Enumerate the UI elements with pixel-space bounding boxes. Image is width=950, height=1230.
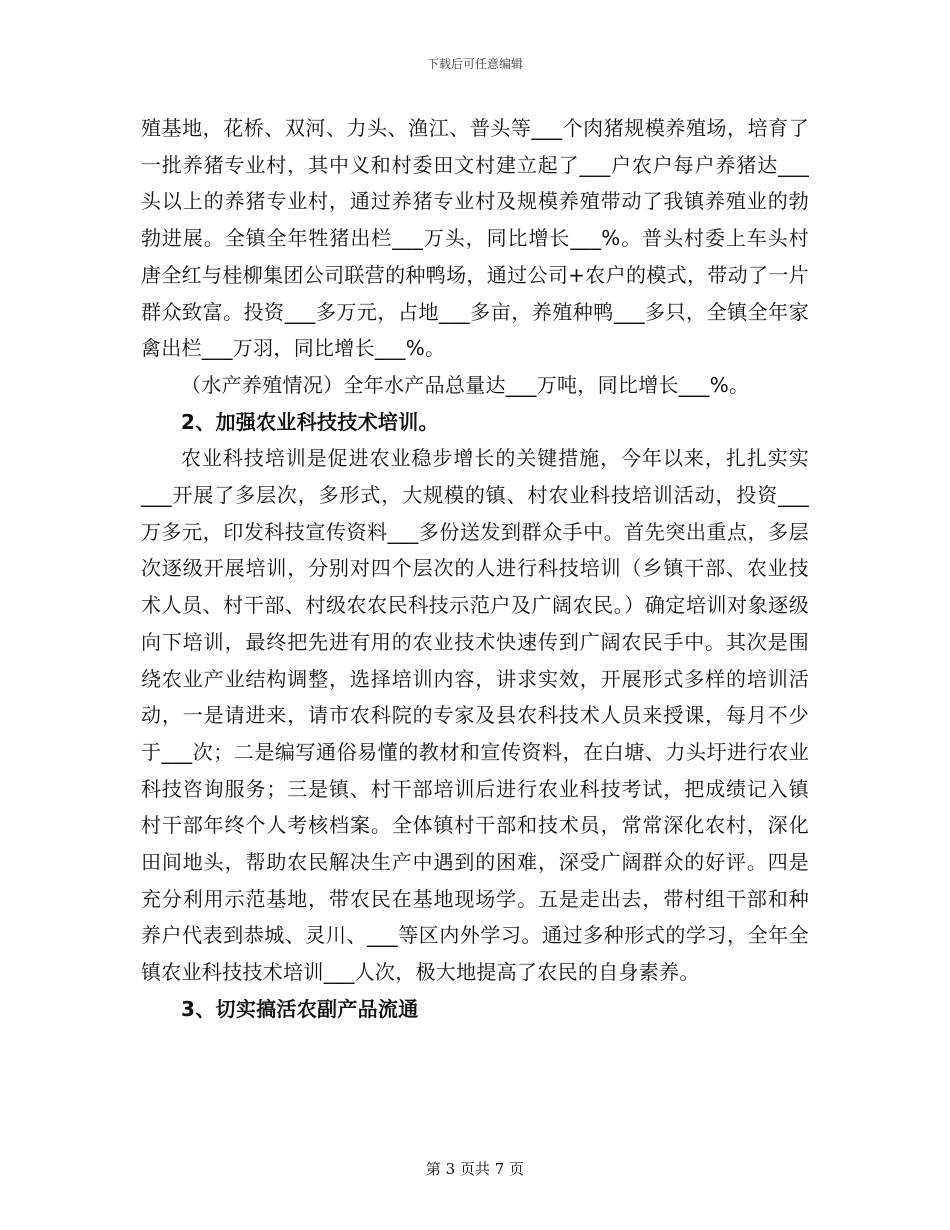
page-header: 下载后可任意编辑 — [426, 57, 523, 71]
paragraph-livestock: 殖基地，花桥、双河、力头、渔江、普头等___个肉猪规模养殖场，培育了一批养猪专业村，其中义和村委田文村建立起了___户农户每户养猪达___头以上的养猪专业村，通过养猪专业村及规模养殖带动了我镇养殖业的勃勃进展。全镇全年牲猪出栏___万头，同比增长___%。普头村委上车头村唐全红与桂柳集团公司联营的种鸭场，通过公司+农户的模式，带动了一片群众致富。投资___多万元，占地___多亩，养殖种鸭___多只，全镇全年家禽出栏___万羽，同比增长___%。 — [141, 116, 809, 361]
section-heading-3: 3、切实搞活农副产品流通 — [181, 996, 419, 1021]
paragraph-aquaculture: （水产养殖情况）全年水产品总量达___万吨，同比增长___%。 — [181, 372, 750, 397]
document-body — [141, 110, 809, 1028]
paragraph-training: 农业科技培训是促进农业稳步增长的关键措施，今年以来，扎扎实实___开展了多层次，多形式，大规模的镇、村农业科技培训活动，投资___万多元，印发科技宣传资料___多份送发到群众手中。首先突出重点，多层次逐级开展培训，分别对四个层次的人进行科技培训（乡镇干部、农业技术人员、村干部、村级农农民科技示范户及广阔农民。）确定培训对象逐级向下培训，最终把先进有用的农业技术快速传到广阔农民手中。其次是围绕农业产业结构调整，选择培训内容，讲求实效，开展形式多样的培训活动，一是请进来，请市农科院的专家及县农科技术人员来授课，每月不少于___次；二是编写通俗易懂的教材和宣传资料，在白塘、力头圩进行农业科技咨询服务；三是镇、村干部培训后进行农业科技考试，把成绩记入镇村干部年终个人考核档案。全体镇村干部和技术员，常常深化农村，深化田间地头，帮助农民解决生产中遇到的困难，深受广阔群众的好评。四是充分利用示范基地，带农民在基地现场学。五是走出去，带村组干部和种养户代表到恭城、灵川、___等区内外学习。通过多种形式的学习，全年全镇农业科技技术培训___人次，极大地提高了农民的自身素养。 — [141, 446, 809, 985]
section-heading-2: 2、加强农业科技技术培训。 — [181, 409, 439, 434]
page-footer: 第 3 页共 7 页 — [425, 1160, 525, 1178]
